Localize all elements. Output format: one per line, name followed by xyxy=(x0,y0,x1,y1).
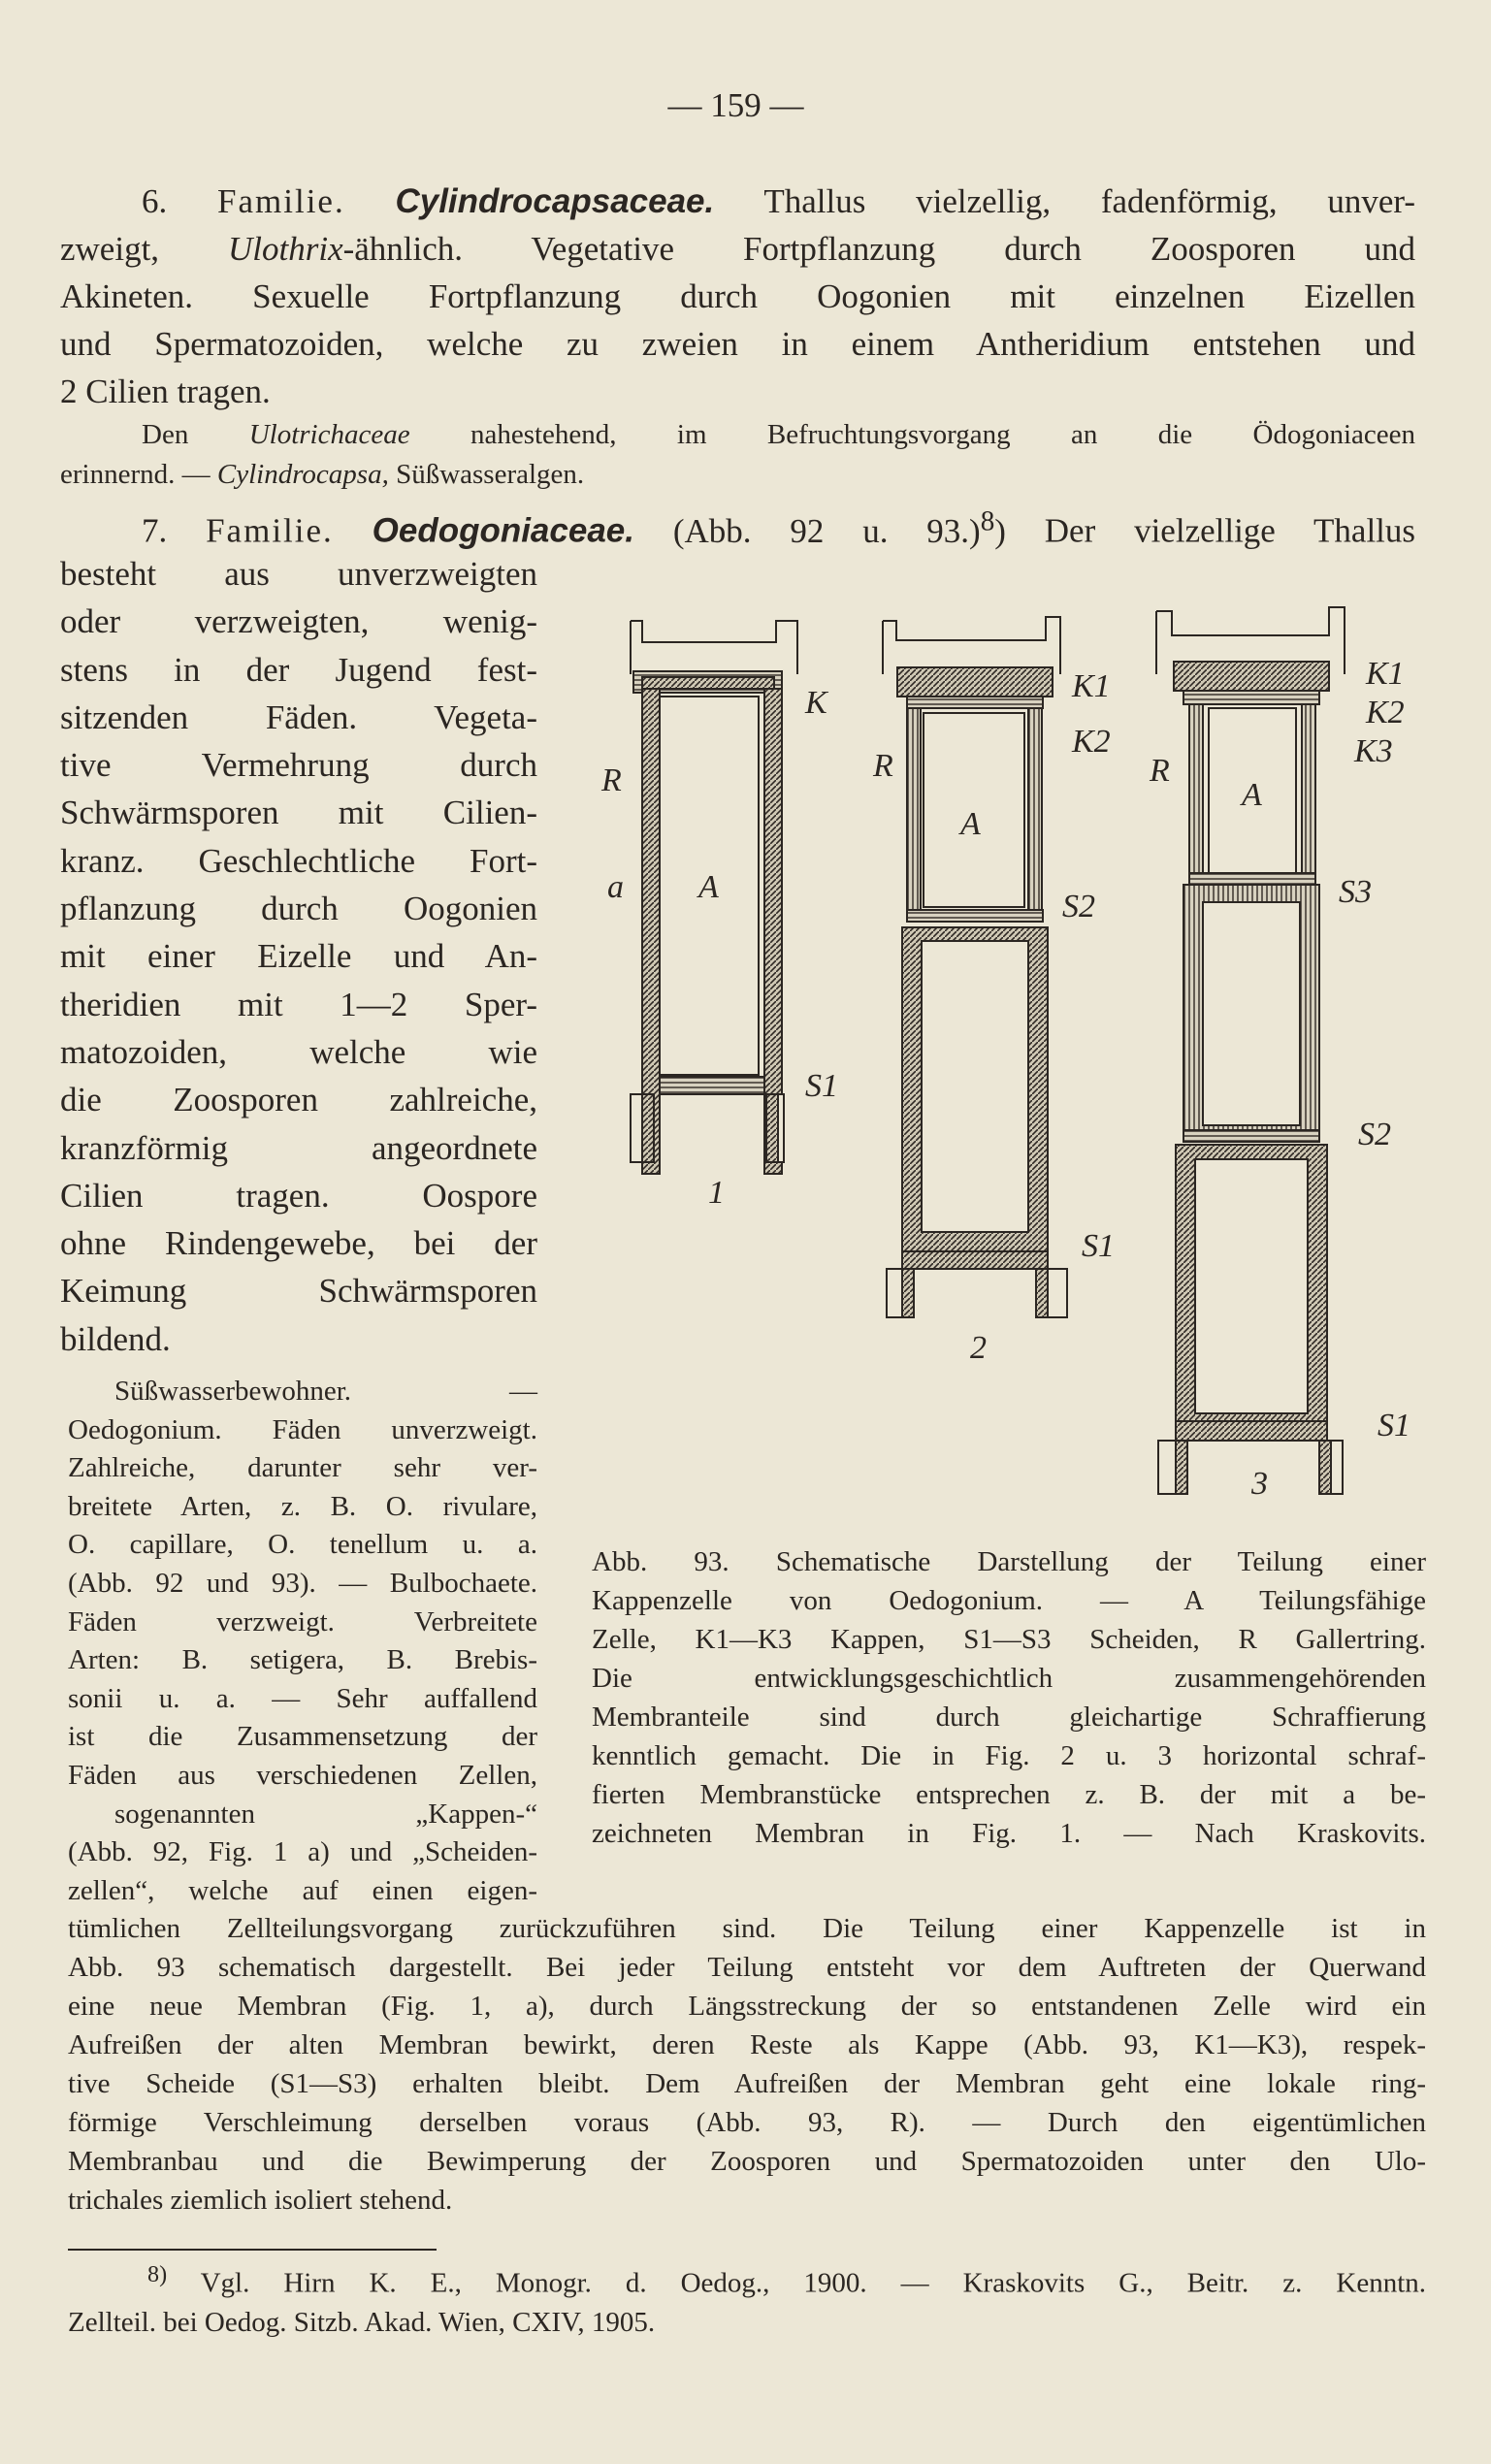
caption-line: Membranteile sind durch gleichartige Schraffierung xyxy=(592,1702,1426,1733)
family6-line1-rest: Thallus vielzellig, fadenförmig, unver- xyxy=(763,182,1416,220)
family7-note-line: Arten: B. setigera, B. Brebis- xyxy=(68,1644,537,1676)
footnote-marker: 8 xyxy=(980,505,995,536)
fig2-label-S2: S2 xyxy=(1062,889,1095,924)
family7-note-line: Zahlreiche, darunter sehr ver- xyxy=(68,1452,537,1484)
family6-section xyxy=(60,178,1415,415)
family7-note-line: zellen“, welche auf einen eigen- xyxy=(68,1874,537,1906)
fig1-label-R: R xyxy=(601,762,622,798)
family7-text-line: bildend. xyxy=(60,1319,171,1358)
caption-line: Kappenzelle von Oedogonium. — A Teilungsfähige xyxy=(592,1585,1426,1616)
fig1-number: 1 xyxy=(708,1175,725,1211)
family7-text-line: Cilien tragen. Oospore xyxy=(60,1176,537,1215)
family7-left-column xyxy=(60,550,537,1363)
page-number: — 159 — xyxy=(667,86,804,124)
family7-note-line: sogenannten „Kappen-“ xyxy=(114,1798,537,1830)
fig3-label-S2: S2 xyxy=(1358,1117,1391,1152)
family7-small-column xyxy=(68,1373,537,1910)
fig2-label-R: R xyxy=(873,748,893,784)
family7-ref-text: (Abb. 92 u. 93.) xyxy=(672,511,981,550)
family7-text-line: besteht aus unverzweigten xyxy=(60,555,537,593)
fig1-label-K: K xyxy=(805,685,827,721)
family6-line-5: 2 Cilien tragen. xyxy=(60,373,271,410)
family7-number: 7. xyxy=(142,511,168,550)
family6-genus: Ulothrix xyxy=(228,230,343,268)
note2-b: Süßwasseralgen. xyxy=(396,459,585,490)
family7-text-line: stens in der Jugend fest- xyxy=(60,650,537,689)
note2-a: erinnernd. — xyxy=(60,459,211,490)
fig3-label-A: A xyxy=(1242,777,1262,813)
family7-rest: Der vielzellige Thallus xyxy=(1044,511,1416,550)
family6-name: Cylindrocapsaceae. xyxy=(395,182,715,220)
fig3-label-R: R xyxy=(1150,753,1170,789)
family7-name: Oedogoniaceae. xyxy=(372,511,634,550)
family7-note-line: sonii u. a. — Sehr auffallend xyxy=(68,1682,537,1714)
family7-note-line: Fäden verzweigt. Verbreitete xyxy=(68,1605,537,1637)
family7-note-line: breitete Arten, z. B. O. rivulare, xyxy=(68,1490,537,1522)
fig1-label-S1: S1 xyxy=(805,1068,838,1104)
figure-93 xyxy=(572,582,1491,1533)
family7-note-line: ist die Zusammensetzung der xyxy=(68,1721,537,1753)
family7-note-line: (Abb. 92, Fig. 1 a) und „Scheiden- xyxy=(68,1836,537,1868)
family6-line2-a: zweigt, xyxy=(60,230,160,268)
note2-genus: Cylindrocapsa, xyxy=(216,459,389,490)
note1-b: nahestehend, im Befruchtungsvorgang an die Ödogoniaceen xyxy=(470,419,1416,450)
family7-text-line: kranz. Geschlechtliche Fort- xyxy=(60,841,537,880)
fig2-label-A: A xyxy=(960,806,981,842)
family7-note-line: O. capillare, O. tenellum u. a. xyxy=(68,1529,537,1561)
family7-text-line: oder verzweigten, wenig- xyxy=(60,602,537,641)
family7-full-width-text xyxy=(68,1909,1426,2220)
fig2-number: 2 xyxy=(970,1330,987,1366)
fig2-label-K2: K2 xyxy=(1072,724,1111,760)
caption-line: Abb. 93. Schematische Darstellung der Teilung einer xyxy=(592,1546,1426,1577)
family6-number: 6. xyxy=(142,182,168,220)
family7-text-line: pflanzung durch Oogonien xyxy=(60,890,537,928)
family7-note-line: Süßwasserbewohner. — xyxy=(114,1376,537,1407)
family7-text-line: sitzenden Fäden. Vegeta- xyxy=(60,697,537,736)
fig3-label-K3: K3 xyxy=(1354,733,1393,769)
note1-a: Den xyxy=(142,419,189,450)
caption-line: fierten Membranstücke entsprechen z. B. der mit a be- xyxy=(592,1779,1426,1810)
footnote-text-1: Vgl. Hirn K. E., Monogr. d. Oedog., 1900. — Kraskovits G., Beitr. z. Kenntn. xyxy=(200,2267,1427,2299)
family6-line-2 xyxy=(60,225,1415,273)
caption-line: Die entwicklungsgeschichtlich zusammengehörenden xyxy=(592,1663,1426,1694)
fig3-label-S1: S1 xyxy=(1378,1408,1410,1443)
family7-text-line: Keimung Schwärmsporen xyxy=(60,1272,537,1311)
fig1-label-A: A xyxy=(698,869,719,905)
family6-line2-b: -ähnlich. Vegetative Fortpflanzung durch Zoosporen und xyxy=(342,230,1416,268)
family6-note xyxy=(60,415,1415,495)
family7-ref: (Abb. 92 u. 93.)$^8$) xyxy=(672,505,1006,550)
family7-text-line: ohne Rindengewebe, bei der xyxy=(60,1224,537,1263)
footnote-line-2: Zellteil. bei Oedog. Sitzb. Akad. Wien, CXIV, 1905. xyxy=(68,2306,656,2338)
footnote-line-1 xyxy=(68,2255,1426,2303)
family7-word: Familie. xyxy=(206,511,334,550)
caption-line: kenntlich gemacht. Die in Fig. 2 u. 3 horizontal schraf- xyxy=(592,1740,1426,1771)
family7-body-line: Membranbau und die Bewimperung der Zoosporen und Spermatozoiden unter den Ulo- xyxy=(68,2146,1426,2177)
family6-note-line-1 xyxy=(60,415,1415,455)
caption-line: zeichneten Membran in Fig. 1. — Nach Kraskovits. xyxy=(592,1818,1426,1849)
fig3-number: 3 xyxy=(1251,1466,1268,1502)
family6-line-1 xyxy=(60,178,1415,225)
family6-line-4: und Spermatozoiden, welche zu zweien in einem Antheridium entstehen und xyxy=(60,325,1415,363)
family7-note-line: (Abb. 92 und 93). — Bulbochaete. xyxy=(68,1567,537,1599)
footnote xyxy=(68,2255,1426,2342)
family7-text-line: mit einer Eizelle und An- xyxy=(60,937,537,976)
fig2-label-K1: K1 xyxy=(1072,668,1111,704)
footnote-mark: 8) xyxy=(147,2261,168,2287)
family7-text-line: tive Vermehrung durch xyxy=(60,746,537,785)
figure-caption xyxy=(592,1542,1426,1853)
family7-body-line: tümlichen Zellteilungsvorgang zurückzuführen sind. Die Teilung einer Kappenzelle ist in xyxy=(68,1913,1426,1944)
family7-text-line: die Zoosporen zahlreiche, xyxy=(60,1081,537,1119)
family6-line-3: Akineten. Sexuelle Fortpflanzung durch Oogonien mit einzelnen Eizellen xyxy=(60,277,1415,315)
fig3-label-K2: K2 xyxy=(1366,695,1405,730)
family7-body-line: trichales ziemlich isoliert stehend. xyxy=(68,2185,453,2216)
fig3-label-S3: S3 xyxy=(1339,874,1372,910)
fig2-cell xyxy=(883,617,1067,1317)
fig1-label-a: a xyxy=(607,869,624,905)
family6-note-line-2 xyxy=(60,455,1415,495)
family7-text-line: Schwärmsporen mit Cilien- xyxy=(60,794,537,832)
family7-line-1 xyxy=(60,498,1415,555)
family7-body-line: tive Scheide (S1—S3) erhalten bleibt. Dem Aufreißen der Membran geht eine lokale ring- xyxy=(68,2068,1426,2099)
family7-body-line: eine neue Membran (Fig. 1, a), durch Längsstreckung der so entstandenen Zelle wird ein xyxy=(68,1991,1426,2022)
family6-word: Familie. xyxy=(217,182,345,220)
caption-line: Zelle, K1—K3 Kappen, S1—S3 Scheiden, R Gallertring. xyxy=(592,1624,1426,1655)
family7-body-line: förmige Verschleimung derselben voraus (Abb. 93, R). — Durch den eigentümlichen xyxy=(68,2107,1426,2138)
note1-taxon: Ulotrichaceae xyxy=(248,419,410,450)
fig2-label-S1: S1 xyxy=(1082,1228,1115,1264)
family7-heading xyxy=(60,498,1415,555)
family7-text-line: kranzförmig angeordnete xyxy=(60,1128,537,1167)
family7-note-line: Oedogonium. Fäden unverzweigt. xyxy=(68,1413,537,1445)
fig3-cell xyxy=(1156,607,1345,1494)
family7-text-line: matozoiden, welche wie xyxy=(60,1032,537,1071)
family7-note-line: Fäden aus verschiedenen Zellen, xyxy=(68,1759,537,1791)
family7-body-line: Aufreißen der alten Membran bewirkt, deren Reste als Kappe (Abb. 93, K1—K3), respek- xyxy=(68,2029,1426,2060)
family7-body-line: Abb. 93 schematisch dargestellt. Bei jeder Teilung entsteht vor dem Auftreten der Querwand xyxy=(68,1952,1426,1983)
family7-text-line: theridien mit 1—2 Sper- xyxy=(60,985,537,1023)
fig3-label-K1: K1 xyxy=(1366,656,1405,692)
footnote-rule xyxy=(68,2249,437,2251)
